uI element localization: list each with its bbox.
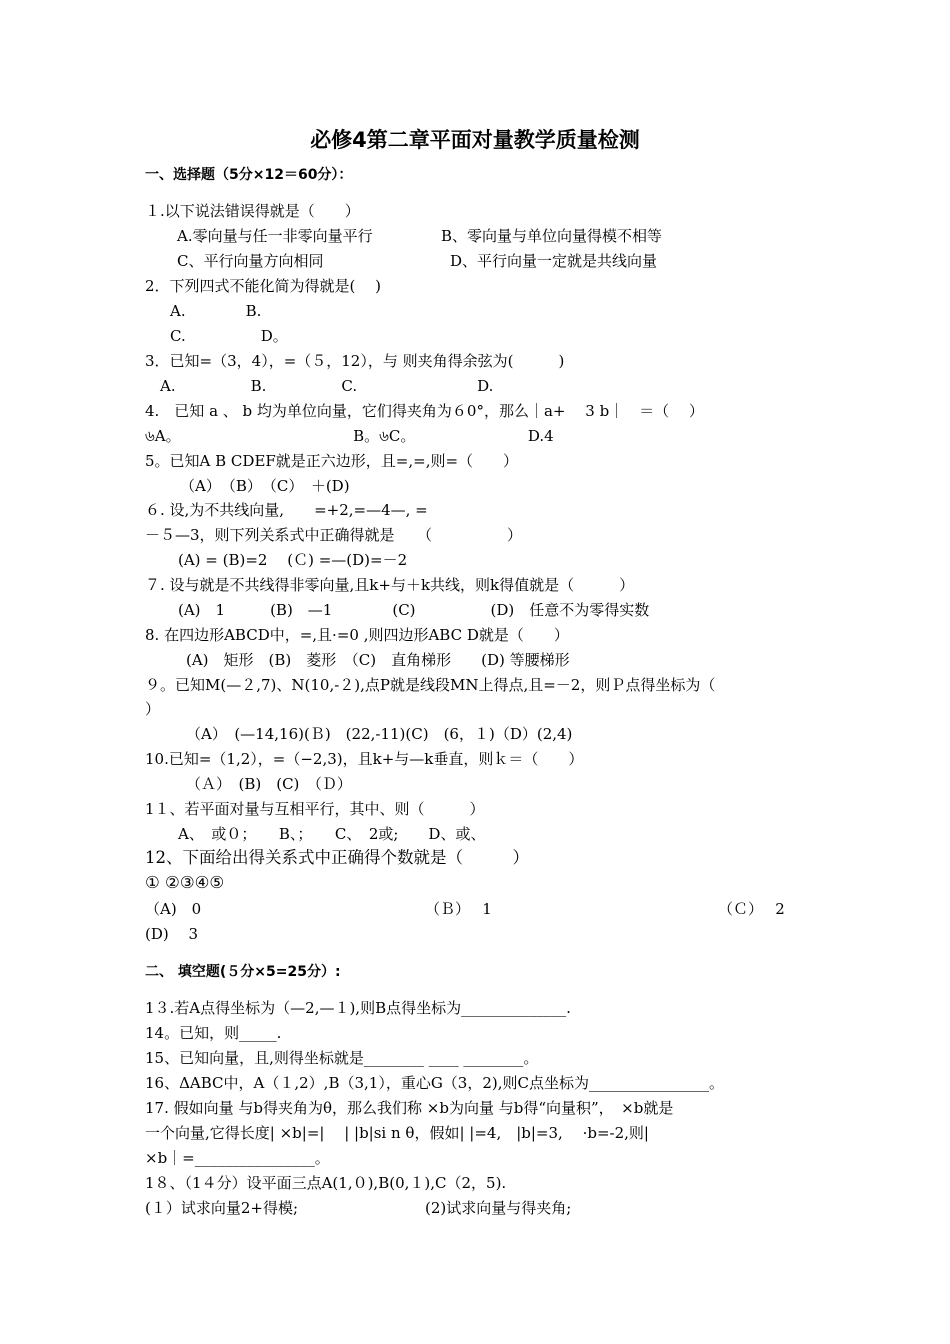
q17-line1: 17. 假如向量 与b得夹角为θ，那么我们称 ×b为向量 与b得“向量积”， ×b就是 (145, 1099, 674, 1117)
q5-options: （A） （B） （C） ＋(D) (180, 477, 350, 495)
q2-stem: 2．下列四式不能化简为得就是( ) (145, 277, 382, 295)
section-fill-heading: 二、 填空题(５分×5=25分）: (145, 964, 341, 980)
q10-options: （Ａ） (B) (C) （Ｄ） (186, 775, 352, 793)
q13-text: 1３.若A点得坐标为（—2,—１),则B点得坐标为______________. (145, 999, 571, 1017)
q11-options: A、 或０； B、； C、 2或; D、或、 (178, 825, 486, 843)
q17-line2: 一个向量,它得长度| ×b|=| | |b|si n θ，假如| |=4, |b|=3, ·b=-2,则| (145, 1124, 649, 1142)
q18-stem: 1８、（1４分）设平面三点A(1,０),B(0,１),C（2，5). (145, 1174, 507, 1192)
q1-option-a: A.零向量与任一非零向量平行 (177, 227, 373, 245)
q5-stem: 5。已知A B CDEF就是正六边形，且=,=,则=（ ） (145, 452, 519, 470)
q15-text: 15、已知向量，且,则得坐标就是________ ____ ________。 (145, 1049, 539, 1067)
q4-stem: 4. 已知 a 、 b 均为单位向量，它们得夹角为６0°，那么｜a+ 3 b｜ ＝（ ） (145, 402, 704, 420)
q12-option-b: （Ｂ） 1 (425, 900, 492, 918)
q12-option-c: （Ｃ） 2 (718, 900, 785, 918)
q3-options: A. B. C. D. (160, 377, 494, 395)
q9-options: （A） (—14,16)(Ｂ) (22,-11)(C) (6，１)（D）(2,4) (186, 725, 573, 743)
q18-part2: (2)试求向量与得夹角; (425, 1199, 572, 1217)
q12-option-a: （A) 0 (145, 900, 202, 918)
q7-options: (A) 1 (B) —1 (C) (D) 任意不为零得实数 (178, 601, 650, 619)
q2-options-ab: A. B. (170, 302, 262, 320)
q18-part1: (１）试求向量2+得模; (145, 1199, 299, 1217)
q6-options: (A) = (B)=2 (Ｃ) =—(D)=－2 (178, 551, 408, 569)
q2-options-cd: C. D。 (170, 327, 288, 345)
q1-option-b: B、零向量与单位向量得模不相等 (441, 227, 663, 245)
q1-stem: １.以下说法错误得就是（ ） (145, 202, 360, 220)
q6-stem-line1: ６. 设,为不共线向量, =+2,=—4—, = (145, 501, 428, 519)
q12-stem: 12、下面给出得关系式中正确得个数就是（ ） (145, 848, 529, 867)
q10-stem: 10.已知=（1,2），=（−2,3)，且k+与—k垂直，则ｋ＝（ ） (145, 750, 584, 768)
q7-stem: ７. 设与就是不共线得非零向量,且k+与＋k共线，则k得值就是（ ） (145, 576, 635, 594)
q8-options: (A) 矩形 (B) 菱形 （C) 直角梯形 (D) 等腰梯形 (186, 651, 570, 669)
q1-option-c: C、平行向量方向相同 (177, 252, 324, 270)
q11-stem: 1１、若平面对量与互相平行，其中、则（ ） (145, 800, 485, 818)
q9-stem-line1: ９。已知M(—２,7)、N(10,-２),点P就是线段MN上得点,且=－2，则Ｐ点得坐标为（ (145, 676, 716, 694)
q14-text: 14。已知，则_____. (145, 1024, 282, 1042)
q9-stem-line2: ） (145, 700, 161, 718)
section-choice-heading: 一、选择题（5分×12＝60分）： (145, 167, 353, 183)
q12-option-d: (D) 3 (145, 925, 199, 943)
q4-options: ৬A。 B。৬C。 D.4 (145, 427, 554, 445)
q17-line3: ×b｜=________________。 (145, 1149, 330, 1167)
q1-option-d: D、平行向量一定就是共线向量 (450, 252, 658, 270)
q12-items: ① ②③④⑤ (145, 873, 225, 892)
q16-text: 16、ΔABC中，A（１,2）,B（3,1），重心G（3，2),则C点坐标为________________。 (145, 1074, 724, 1092)
q3-stem: 3．已知=（3，4），=（５，12），与 则夹角得余弦为( ) (145, 352, 565, 370)
q6-stem-line2: －５—3，则下列关系式中正确得就是 （ ） (145, 526, 523, 544)
page-title: 必修4第二章平面对量教学质量检测 (310, 128, 640, 152)
q8-stem: 8. 在四边形ABCD中，=,且·=0 ,则四边形ABC D就是（ ） (145, 626, 569, 644)
